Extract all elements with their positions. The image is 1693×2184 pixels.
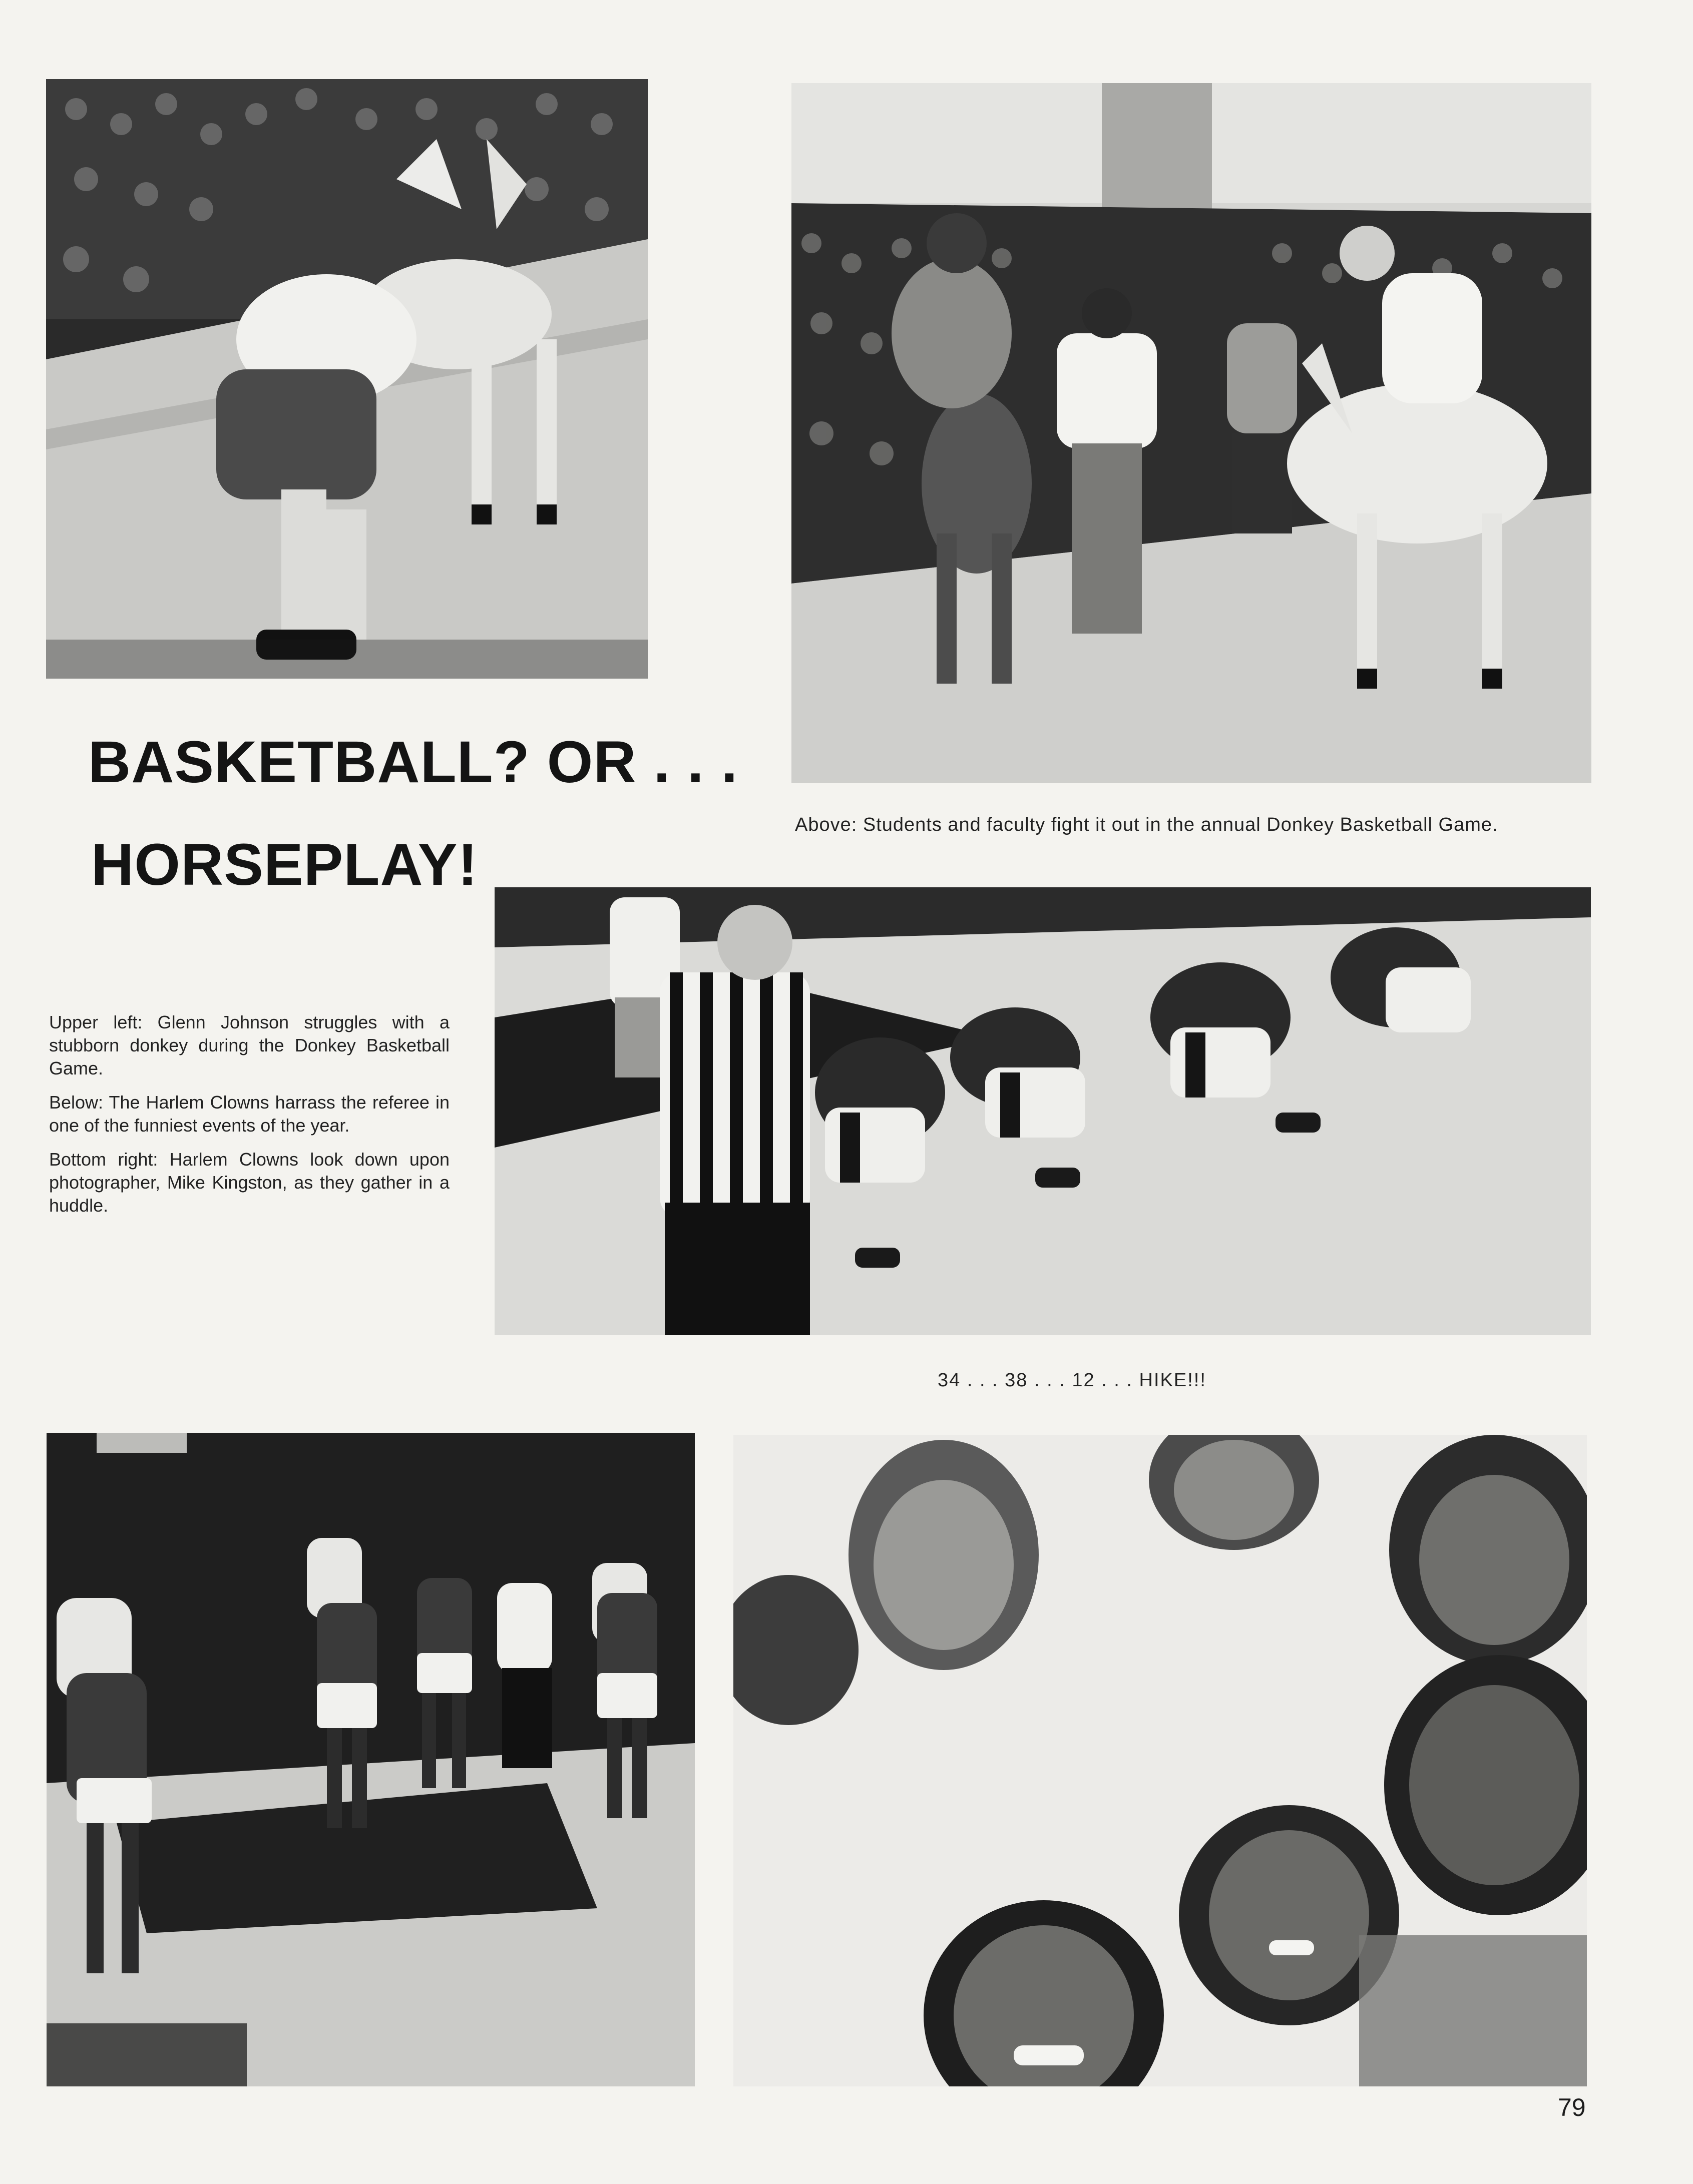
photo-harlem-clowns-referee [495, 887, 1591, 1335]
caption-above: Above: Students and faculty fight it out in the annual Donkey Basketball Game. [795, 814, 1498, 835]
photo-donkey-basketball-game [791, 83, 1591, 783]
photo-huddle-looking-down [733, 1435, 1587, 2086]
caption-below: Below: The Harlem Clowns harrass the referee in one of the funniest events of the year. [49, 1092, 450, 1136]
donkey-basketball-game-image [791, 83, 1591, 783]
harlem-clowns-referee-image [495, 887, 1591, 1335]
page-heading-line2: HORSEPLAY! [91, 832, 478, 898]
caption-bottom-right: Bottom right: Harlem Clowns look down upon photographer, Mike Kingston, as they gather in a huddle. [49, 1149, 450, 1216]
photo-harlem-clowns-court [47, 1433, 695, 2086]
captions-left-column [49, 1011, 450, 1228]
huddle-looking-down-image [733, 1435, 1587, 2086]
photo-donkey-struggle [46, 79, 648, 679]
donkey-struggle-image [46, 79, 648, 679]
caption-upper-left: Upper left: Glenn Johnson struggles with a stubborn donkey during the Donkey Basketball Game. [49, 1012, 450, 1078]
caption-hike: 34 . . . 38 . . . 12 . . . HIKE!!! [938, 1370, 1206, 1391]
page-heading-line1: BASKETBALL? OR . . . [88, 729, 738, 795]
harlem-clowns-court-image [47, 1433, 695, 2086]
page-number: 79 [1558, 2093, 1586, 2121]
